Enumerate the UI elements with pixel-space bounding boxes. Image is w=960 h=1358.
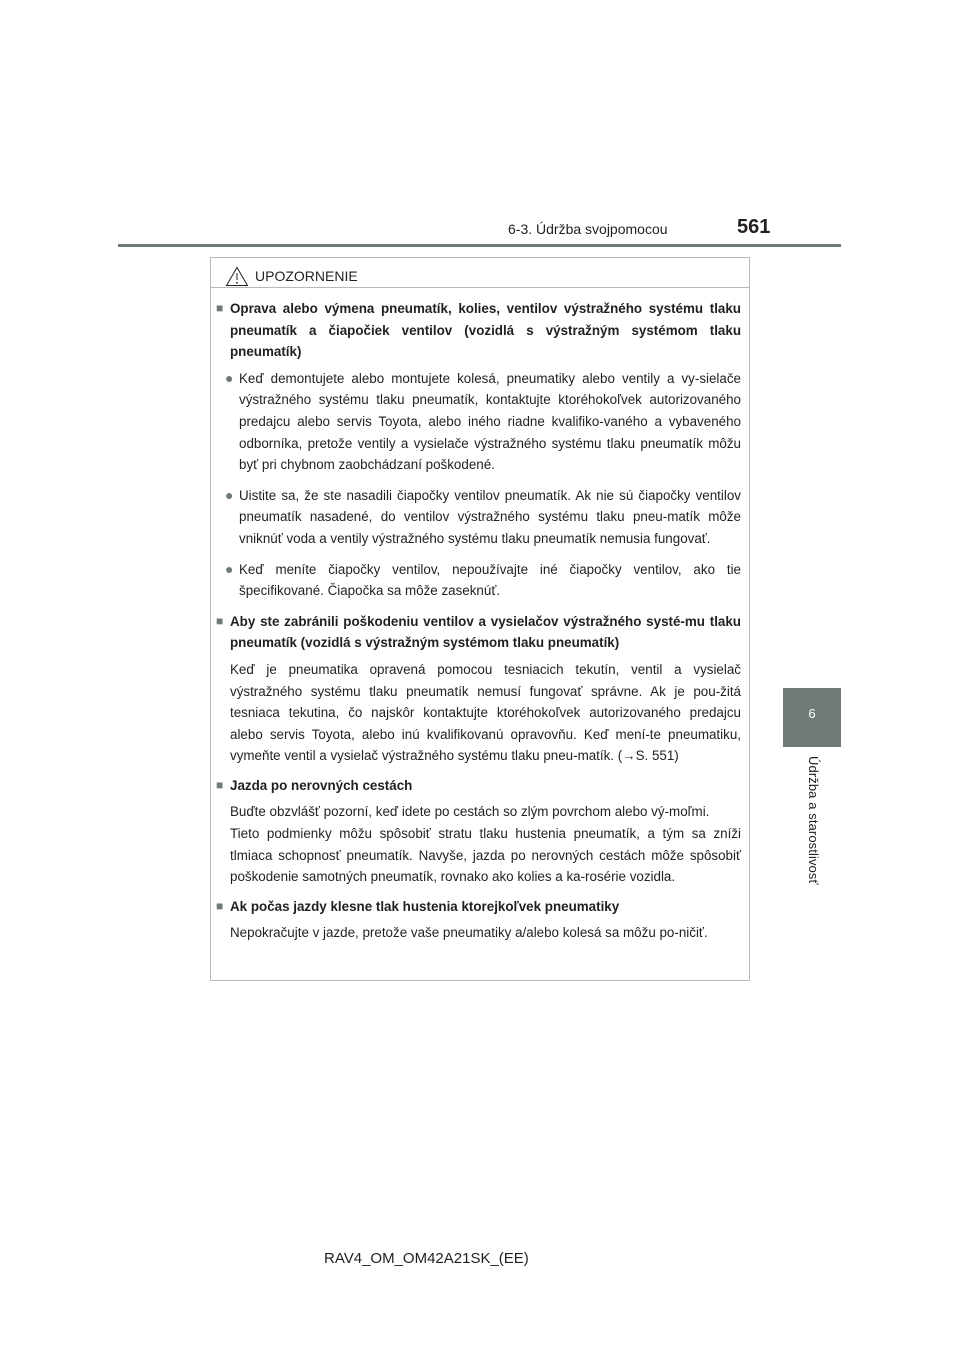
warning-header [225,264,358,288]
square-bullet-icon: ■ [216,898,224,913]
warning-title: UPOZORNENIE [255,268,358,284]
chapter-number: 6 [808,706,816,721]
bullet-item: ● Uistite sa, že ste nasadili čiapočky ventilov pneumatík. Ak nie sú čiapočky ventilov pneumatík nasadené, do ventilov výstražného systému tlaku pneu-matík môže vniknúť voda a ventily výstražného systému tlaku pneumatík nemusia fungovať. [225,485,741,550]
document-code: RAV4_OM_OM42A21SK_(EE) [324,1250,529,1267]
header-rule [118,244,841,247]
bullet-item: ● Keď demontujete alebo montujete kolesá, pneumatiky alebo ventily a vy-sielače výstražného systému tlaku pneumatík, kontaktujte ktoréhokoľvek autorizovaného predajcu alebo servis Toyota, alebo iného riadne kvalifiko-vaného a vybaveného odborníka, pretože ventily a vysielače výstražného systému tlaku pneumatík môžu byť pri chybnom zaobchádzaní poškodené. [225,368,741,476]
bullet-item: ● Keď meníte čiapočky ventilov, nepoužívajte iné čiapočky ventilov, ako tie špecifikované. Čiapočka sa môže zaseknúť. [225,559,741,602]
square-bullet-icon: ■ [216,301,224,315]
warning-triangle-icon [225,266,249,287]
section-paragraph: Tieto podmienky môžu spôsobiť stratu tlaku hustenia pneumatík, a tým sa zníži tlmiaca schopnosť pneumatík. Navyše, jazda po nerovných cestách môže spôsobiť poškodenie samotných pneumatík, rovnako ako kolies a ka-rosérie vozidla. [230,826,741,885]
section-paragraph: Nepokračujte v jazde, pretože vaše pneumatiky a/alebo kolesá sa môžu po-ničiť. [230,925,708,941]
round-bullet-icon: ● [225,369,234,386]
section-heading: ■ Jazda po nerovných cestách [216,775,741,797]
chapter-tab [783,688,841,747]
page-number: 561 [737,216,771,238]
square-bullet-icon: ■ [216,777,224,792]
warning-content [216,298,741,952]
round-bullet-icon: ● [225,560,234,577]
warning-box [210,257,750,981]
round-bullet-icon: ● [225,486,234,503]
warning-divider [211,287,749,288]
chapter-label: Údržba a starostlivosť [806,756,821,885]
square-bullet-icon: ■ [216,613,224,628]
section-title: 6-3. Údržba svojpomocou [508,221,668,237]
section-heading: ■ Ak počas jazdy klesne tlak hustenia ktorejkoľvek pneumatiky [216,896,741,918]
section-heading: ■ Oprava alebo výmena pneumatík, kolies, ventilov výstražného systému tlaku pneumatík a čiapočiek ventilov (vozidlá s výstražným systémom tlaku pneumatík) [216,298,741,363]
section-paragraph: Buďte obzvlášť pozorní, keď idete po cestách so zlým povrchom alebo vý-moľmi. [230,804,710,820]
section-heading: ■ Aby ste zabránili poškodeniu ventilov a vysielačov výstražného systé-mu tlaku pneumatík (vozidlá s výstražným systémom tlaku pneumatík) [216,611,741,654]
section-paragraph: Keď je pneumatika opravená pomocou tesniacich tekutín, ventil a vysielač výstražného systému tlaku pneumatík nemusí fungovať správne. Ak je pou-žitá tesniaca tekutina, čo najskôr kontaktujte ktoréhokoľvek autorizovaného predajcu alebo servis Toyota, alebo inú kvalifikovanú opravovňu. Keď mení-te pneumatiku, vymeňte ventil a vysielač výstražného systému tlaku pneu-matík. (→S. 551) [230,661,741,764]
